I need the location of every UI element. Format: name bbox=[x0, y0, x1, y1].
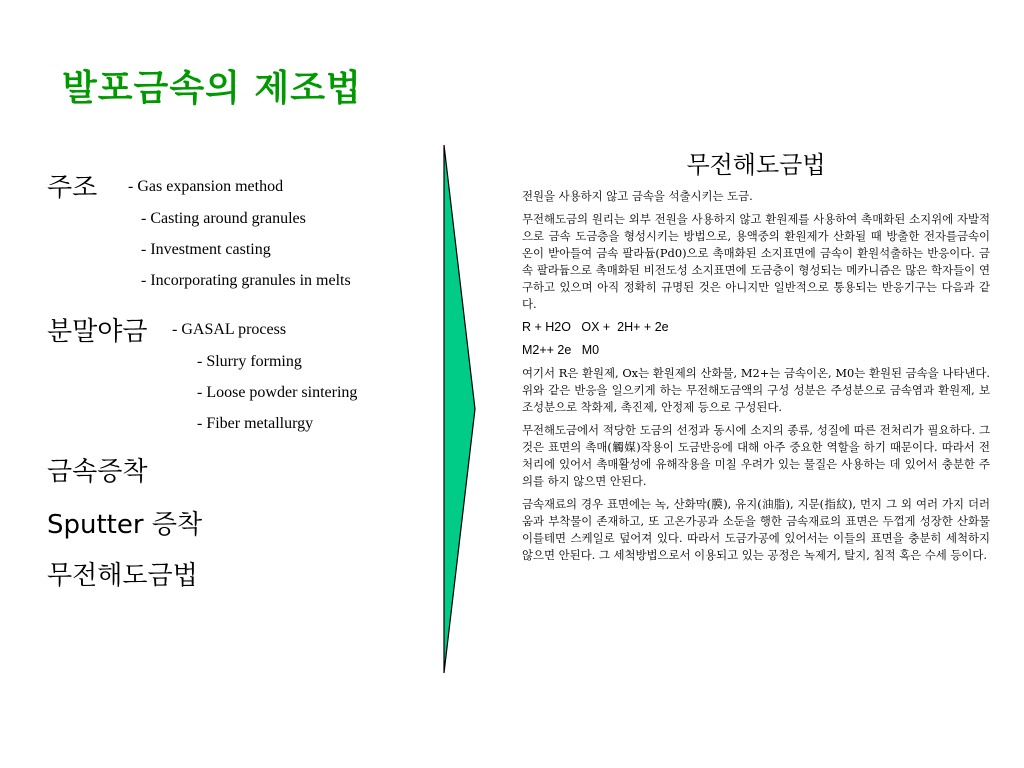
casting-item-granules: - Casting around granules bbox=[141, 210, 306, 227]
powder-heading: 분말야금 bbox=[47, 317, 148, 347]
powder-item-fiber: - Fiber metallurgy bbox=[197, 415, 314, 432]
casting-item-incorporating: - Incorporating granules in melts bbox=[141, 272, 351, 289]
metal-deposition-heading: 금속증착 bbox=[47, 457, 148, 487]
casting-item-investment: - Investment casting bbox=[141, 241, 271, 258]
powder-item-loose-powder: - Loose powder sintering bbox=[197, 384, 358, 401]
electroless-panel bbox=[522, 145, 990, 570]
components-text: 여기서 R은 환원제, Ox는 환원제의 산화물, M2+는 금속이온, M0는 환원된 금속을 나타낸다. 위와 같은 반응을 일으키게 하는 무전해도금액의 구성 성분은 주성분으로 금속염과 환원제, 보조성분으로 착화제, 촉진제, 안정제 등으로 구성된다. bbox=[522, 366, 990, 414]
reaction-formula-2: M2++ 2e M0 bbox=[522, 343, 600, 357]
reaction-formula-1: R + H2O OX + 2H+ + 2e bbox=[522, 320, 669, 334]
electroless-heading: 무전해도금법 bbox=[47, 561, 198, 591]
right-arrow-icon bbox=[440, 143, 480, 675]
definition-text: 전원을 사용하지 않고 금속을 석출시키는 도금. bbox=[522, 189, 753, 203]
casting-heading: 주조 bbox=[47, 173, 98, 203]
powder-item-slurry: - Slurry forming bbox=[197, 353, 302, 370]
casting-item-gas-expansion: - Gas expansion method bbox=[128, 178, 284, 195]
pretreatment-text: 무전해도금에서 적당한 도금의 선정과 동시에 소지의 종류, 성질에 따른 전처리가 필요하다. 그것은 표면의 촉매(觸媒)작용이 도금반응에 대해 아주 중요한 역할을 하기 때문이다. 따라서 전처리에 있어서 촉매활성에 유해작용을 미칠 우려가 있는 물질은 사용하는 데 있어서 충분한 주의를 하지 않으면 안된다. bbox=[522, 423, 990, 488]
sputter-heading: Sputter 증착 bbox=[47, 510, 203, 540]
electroless-title: 무전해도금법 bbox=[686, 151, 826, 179]
principle-text: 무전해도금의 원리는 외부 전원을 사용하지 않고 환원제를 사용하여 촉매화된 소지위에 자발적으로 금속 도금층을 형성시키는 방법으로, 용액중의 환원제가 산화될 때 방출한 전자를금속이온이 받아들여 금속 팔라듐(Pd0)으로 촉매화된 소지표면에 금속이 환원석출하는 반응이다. 금속 팔라듐으로 촉매화된 비전도성 소지표면에 도금층이 형성되는 메카니즘은 많은 학자들이 연구하고 있으며 아직 정확히 규명된 것은 아니지만 일반적으로 통용되는 반응기구는 다음과 같다. bbox=[522, 212, 990, 311]
slide-title: 발포금속의 제조법 bbox=[62, 68, 362, 109]
powder-item-gasal: - GASAL process bbox=[172, 321, 287, 338]
cleaning-text: 금속재료의 경우 표면에는 녹, 산화막(膜), 유지(油脂), 지문(指紋), 먼지 그 외 여러 가지 더러움과 부착물이 존재하고, 또 고온가공과 소둔을 행한 금속재료의 표면은 두껍게 성장한 산화물 이를테면 스케일로 덮어져 있다. 따라서 도금가공에 있어서는 이들의 표면을 충분히 세척하지 않으면 안된다. 그 세척방법으로서 이용되고 있는 공정은 녹제거, 탈지, 침적 혹은 수세 등이다. bbox=[522, 497, 990, 562]
